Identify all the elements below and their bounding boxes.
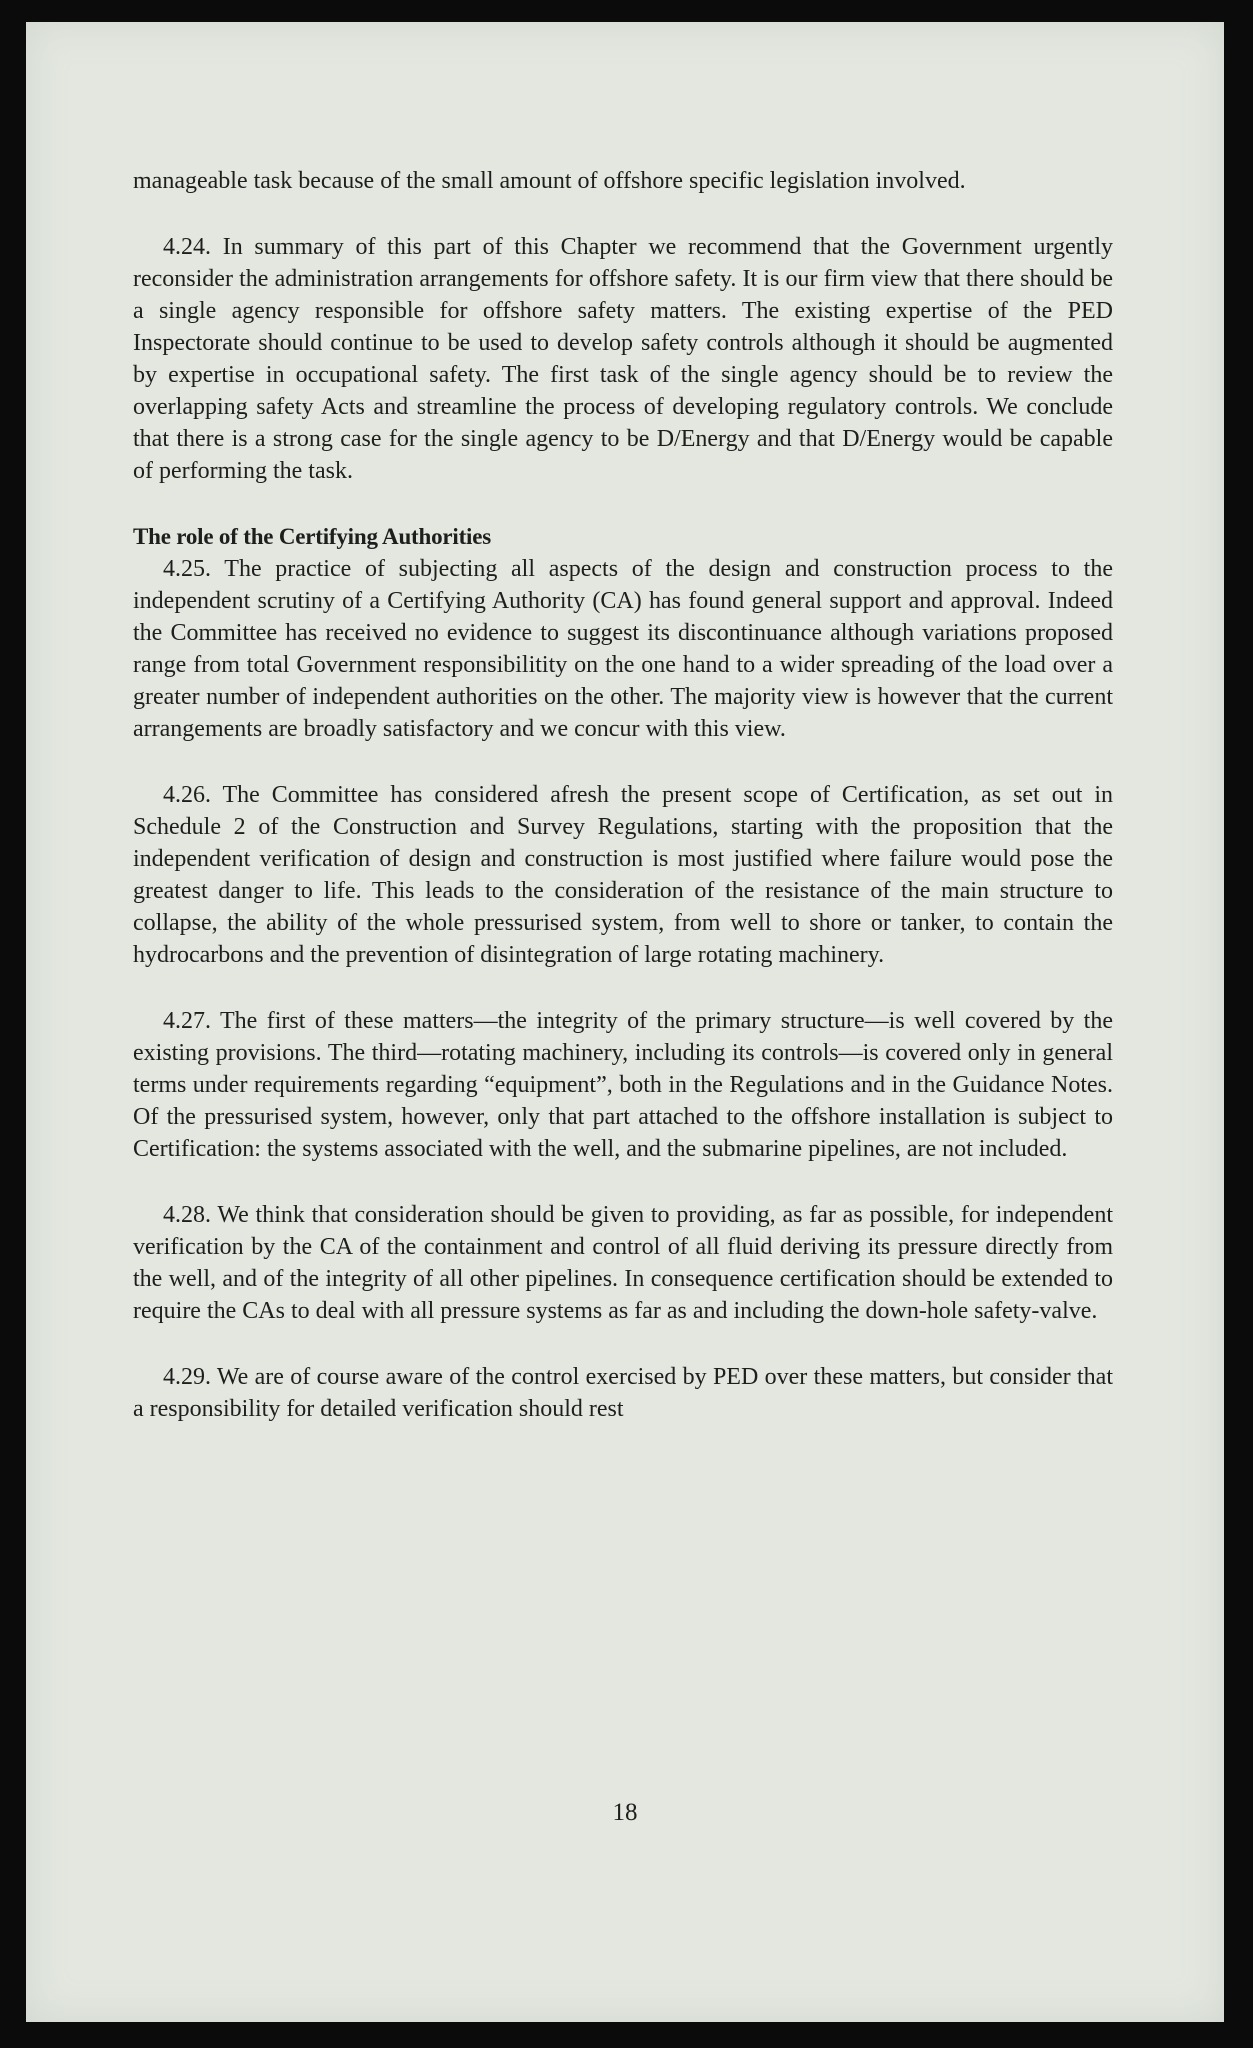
paragraph-4-26: 4.26. The Committee has considered afresh the present scope of Certification, as set out in Schedule 2 of the Construction and Survey Regulations, starting with the proposition that the independent verification of design and construction is most justified where failure would pose the greatest danger to life. This leads to the consideration of the resistance of the main structure to collapse, the ability of the whole pressurised system, from well to shore or tanker, to contain the hydrocarbons and the prevention of disintegration of large rotating machinery. — [133, 782, 1113, 968]
paragraph-continuation: manageable task because of the small amount of offshore specific legislation involved. — [133, 168, 966, 194]
paragraph-4-25: 4.25. The practice of subjecting all aspects of the design and construction process to the independent scrutiny of a Certifying Authority (CA) has found general support and approval. Indeed the Committee has received no evidence to suggest its discontinuance although variations proposed range from total Government responsibilitity on the one hand to a wider spreading of the load over a greater number of independent authorities on the other. The majority view is however that the current arrangements are broadly satisfactory and we concur with this view. — [133, 556, 1113, 742]
page-number: 18 — [612, 1799, 638, 1826]
paragraph-4-24: 4.24. In summary of this part of this Chapter we recommend that the Government urgently reconsider the administration arrangements for offshore safety. It is our firm view that there should be a single agency responsible for offshore safety matters. The existing expertise of the PED Inspectorate should continue to be used to develop safety controls although it should be augmented by expertise in occupational safety. The first task of the single agency should be to review the overlapping safety Acts and streamline the process of developing regulatory controls. We conclude that there is a strong case for the single agency to be D/Energy and that D/Energy would be capable of performing the task. — [133, 234, 1113, 484]
paragraph-4-28: 4.28. We think that consideration should be given to providing, as far as possible, for independent verification by the CA of the containment and control of all fluid deriving its pressure directly from the well, and of the integrity of all other pipelines. In consequence certification should be extended to require the CAs to deal with all pressure systems as far as and including the down-hole safety-valve. — [133, 1202, 1113, 1324]
document-page — [26, 22, 1224, 2022]
paragraph-4-29: 4.29. We are of course aware of the control exercised by PED over these matters, but consider that a responsibility for detailed verification should rest — [133, 1364, 1113, 1422]
section-heading: The role of the Certifying Authorities — [133, 524, 492, 549]
body-text — [133, 165, 1113, 1425]
paragraph-4-27: 4.27. The first of these matters—the integrity of the primary structure—is well covered by the existing provisions. The third—rotating machinery, including its controls—is covered only in general terms under requirements regarding “equipment”, both in the Regulations and in the Guidance Notes. Of the pressurised system, however, only that part attached to the offshore installation is subject to Certification: the systems associated with the well, and the submarine pipelines, are not included. — [133, 1008, 1113, 1162]
